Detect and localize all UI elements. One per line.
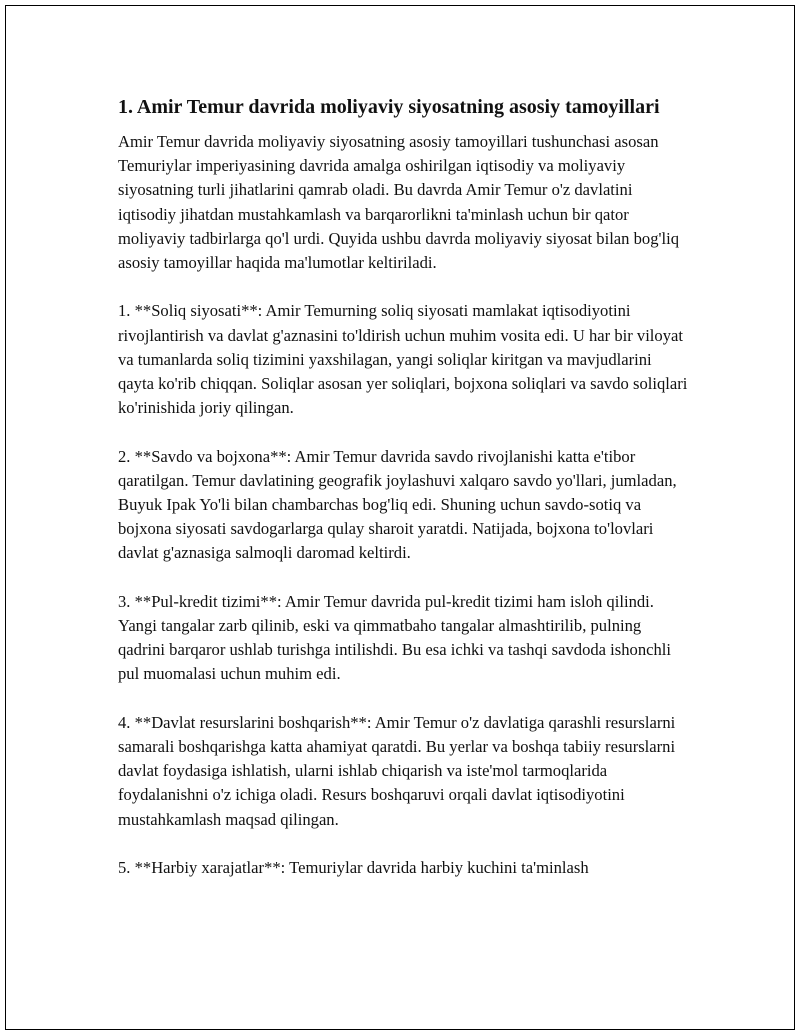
- intro-paragraph: Amir Temur davrida moliyaviy siyosatning asosiy tamoyillari tushunchasi asosan Temuriylar imperiyasining davrida amalga oshirilgan iqtisodiy va moliyaviy siyosatning turli jihatlarini qamrab oladi. Bu davrda Amir Temur o'z davlatini iqtisodiy jihatdan mustahkamlash va barqarorlikni ta'minlash uchun bir qator moliyaviy tadbirlarga qo'l urdi. Quyida ushbu davrda moliyaviy siyosat bilan bog'liq asosiy tamoyillar haqida ma'lumotlar keltiriladi.: [118, 132, 680, 273]
- paragraph-soliq-siyosati: 1. **Soliq siyosati**: Amir Temurning soliq siyosati mamlakat iqtisodiyotini rivojlantirish va davlat g'aznasini to'ldirish uchun muhim vosita edi. U har bir viloyat va tumanlarda soliq tizimini yaxshilagan, yangi soliqlar kiritgan va mavjudlarini qayta ko'rib chiqqan. Soliqlar asosan yer soliqlari, bojxona soliqlari va savdo soliqlari ko'rinishida joriy qilingan.: [118, 301, 688, 418]
- paragraph-pul-kredit: 3. **Pul-kredit tizimi**: Amir Temur davrida pul-kredit tizimi ham isloh qilindi. Yangi tangalar zarb qilinib, eski va qimmatbaho tangalar almashtirilib, pulning qadrini barqaror ushlab turishga intilishdi. Bu esa ichki va tashqi savdoda ishonchli pul muomalasi uchun muhim edi.: [118, 591, 672, 684]
- paragraph-harbiy-xarajatlar: 5. **Harbiy xarajatlar**: Temuriylar davrida harbiy kuchini ta'minlash: [118, 858, 589, 878]
- paragraph-savdo-bojxona: 2. **Savdo va bojxona**: Amir Temur davrida savdo rivojlanishi katta e'tibor qaratilgan. Temur davlatining geografik joylashuvi xalqaro savdo yo'llari, jumladan, Buyuk Ipak Yo'li bilan chambarchas bog'liq edi. Shuning uchun savdo-sotiq va bojxona siyosati savdogarlarga qulay sharoit yaratdi. Natijada, bojxona to'lovlari davlat g'aznasiga salmoqli daromad keltirdi.: [118, 446, 677, 563]
- paragraph-davlat-resurslari: 4. **Davlat resurslarini boshqarish**: Amir Temur o'z davlatiga qarashli resurslarni samarali boshqarishga katta ahamiyat qaratdi. Bu yerlar va boshqa tabiiy resurslarni davlat foydasiga ishlatish, ularni ishlab chiqarish va iste'mol tarmoqlarida foydalanishni o'z ichiga oladi. Resurs boshqaruvi orqali davlat iqtisodiyotini mustahkamlash maqsad qilingan.: [118, 712, 676, 829]
- document-body: [118, 94, 688, 904]
- section-heading: 1. Amir Temur davrida moliyaviy siyosatning asosiy tamoyillari: [118, 96, 660, 118]
